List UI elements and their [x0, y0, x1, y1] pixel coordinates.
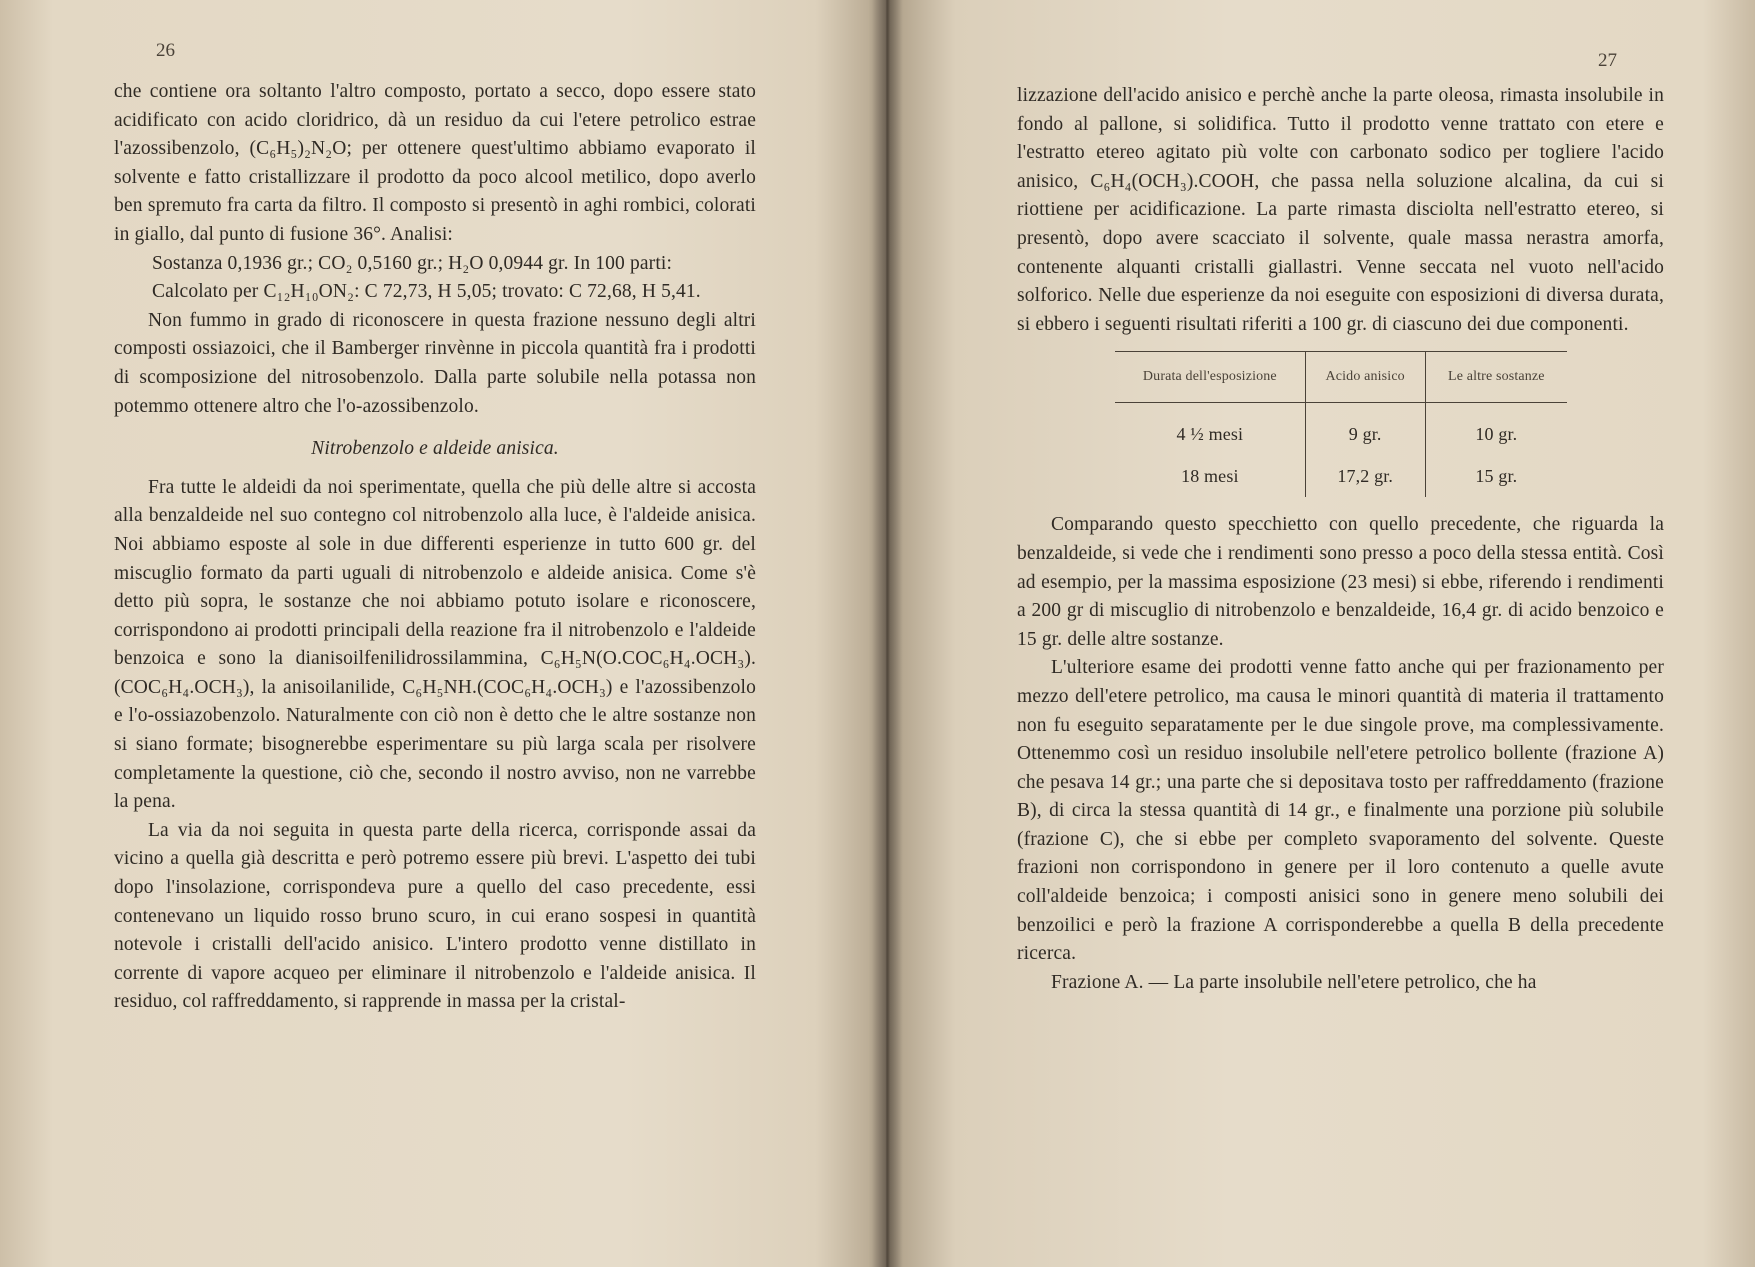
- page-number: 27: [1598, 50, 1617, 71]
- page-number: 26: [156, 40, 175, 61]
- table-cell: 17,2 gr.: [1305, 455, 1425, 497]
- table-cell: 9 gr.: [1305, 403, 1425, 456]
- right-page-body: [1017, 82, 1664, 997]
- table-header: Le altre sostanze: [1425, 352, 1567, 403]
- paragraph: lizzazione dell'acido anisico e perchè anche la parte oleosa, rimasta insolubile in fondo al pallone, si solidifica. Tutto il prodotto venne trattato con etere e l'estratto etereo agitato più volte con carbonato sodico per togliere l'acido anisico, C₆H₄(OCH₃).COOH, che passa nella soluzione alcalina, da cui si riottiene per acidificazione. La parte rimasta disciolta nell'estratto etereo, si presentò, dopo avere scacciato il solvente, quale massa nerastra amorfa, contenente alquanti cristalli giallastri. Venne seccata nel vuoto nell'acido solforico. Nelle due esperienze da noi eseguite con esposizioni di diversa durata, si ebbero i seguenti risultati riferiti a 100 gr. di ciascuno dei due componenti.: [1017, 85, 1664, 335]
- results-table: [1115, 351, 1567, 497]
- analysis-line: Sostanza 0,1936 gr.; CO₂ 0,5160 gr.; H₂O 0,0944 gr. In 100 parti:: [152, 252, 673, 274]
- left-page-body: [114, 78, 756, 1017]
- paragraph: Comparando questo specchietto con quello precedente, che riguarda la benzaldeide, si vede che i rendimenti sono presso a poco della stessa entità. Così ad esempio, per la massima esposizione (23 mesi) si ebbe, riferendo i rendimenti a 200 gr di miscuglio di nitrobenzolo e benzaldeide, 16,4 gr. di acido benzoico e 15 gr. delle altre sostanze.: [1017, 514, 1664, 650]
- paragraph: La via da noi seguita in questa parte della ricerca, corrisponde assai da vicino a quella già descritta e però potremo essere più brevi. L'aspetto dei tubi dopo l'insolazione, corrispondeva pure a quello del caso precedente, essi contenevano un liquido rosso bruno scuro, in cui erano sospesi in quantità notevole i cristalli dell'acido anisico. L'intero prodotto venne distillato in corrente di vapore acqueo per eliminare il nitrobenzolo e l'aldeide anisica. Il residuo, col raffreddamento, si rapprende in massa per la cristal-: [114, 819, 756, 1013]
- paragraph: che contiene ora soltanto l'altro composto, portato a secco, dopo essere stato acidificato con acido cloridrico, dà un residuo da cui l'etere petrolico estrae l'azossibenzolo, (C₆H₅)₂N₂O; per ottenere quest'ultimo abbiamo evaporato il solvente e fatto cristallizzare il prodotto da poco alcool metilico, dopo averlo ben spremuto fra carta da filtro. Il composto si presentò in aghi rombici, colorati in giallo, dal punto di fusione 36°. Analisi:: [114, 81, 756, 245]
- table-header: Acido anisico: [1305, 352, 1425, 403]
- right-page: [886, 0, 1755, 1267]
- table-cell: 10 gr.: [1425, 403, 1567, 456]
- section-heading: Nitrobenzolo e aldeide anisica.: [311, 438, 559, 460]
- table-header-row: [1115, 352, 1567, 403]
- table-cell: 18 mesi: [1181, 466, 1239, 487]
- analysis-line: Calcolato per C₁₂H₁₀ON₂: C 72,73, H 5,05; trovato: C 72,68, H 5,41.: [152, 281, 701, 303]
- book-gutter: [872, 0, 902, 1267]
- table-cell: 4 ½ mesi: [1176, 424, 1244, 445]
- table-row: [1115, 455, 1567, 497]
- paragraph: Frazione A. — La parte insolubile nell'etere petrolico, che ha: [1051, 971, 1537, 993]
- paragraph: L'ulteriore esame dei prodotti venne fatto anche qui per frazionamento per mezzo dell'etere petrolico, ma causa le minori quantità di materia il trattamento non fu eseguito separatamente per le due singole prove, ma complessivamente. Ottenemmo così un residuo insolubile nell'etere petrolico bollente (frazione A) che pesava 14 gr.; una parte che si depositava tosto per raffreddamento (frazione B), di circa la stessa quantità di 14 gr., e finalmente una porzione più solubile (frazione C), che si ebbe per completo svaporamento del solvente. Queste frazioni non corrispondono in genere per il loro contenuto a quelle avute coll'aldeide benzoica; i composti anisici sono in genere meno solubili dei benzoilici e però la frazione A corrisponderebbe a quella B della precedente ricerca.: [1017, 657, 1664, 965]
- table-row: [1115, 403, 1567, 456]
- paragraph: Fra tutte le aldeidi da noi sperimentate, quella che più delle altre si accosta alla benzaldeide nel suo contegno col nitrobenzolo alla luce, è l'aldeide anisica. Noi abbiamo esposte al sole in due differenti esperienze in tutto 600 gr. del miscuglio formato da parti uguali di nitrobenzolo e aldeide anisica. Come s'è detto più sopra, le sostanze che noi abbiamo potuto isolare e riconoscere, corrispondono ai prodotti principali della reazione fra il nitrobenzolo e l'aldeide benzoica e sono la dianisoilfenilidrossilammina, C₆H₅N(O.COC₆H₄.OCH₃).(COC₆H₄.OCH₃), la anisoilanilide, C₆H₅NH.(COC₆H₄.OCH₃) e l'azossibenzolo e l'o-ossiazobenzolo. Naturalmente con ciò non è detto che le altre sostanze non si siano formate; bisognerebbe esperimentare su più larga scala per risolvere completamente la questione, ciò che, secondo il nostro avviso, non ne varrebbe la pena.: [114, 476, 756, 813]
- paragraph: Non fummo in grado di riconoscere in questa frazione nessuno degli altri composti ossiazoici, che il Bamberger rinvènne in piccola quantità fra i prodotti di scomposizione del nitrosobenzolo. Dalla parte solubile nella potassa non potemmo ottenere altro che l'o-azossibenzolo.: [114, 309, 756, 417]
- table-cell: 15 gr.: [1425, 455, 1567, 497]
- table-header: Durata dell'esposizione: [1142, 369, 1277, 385]
